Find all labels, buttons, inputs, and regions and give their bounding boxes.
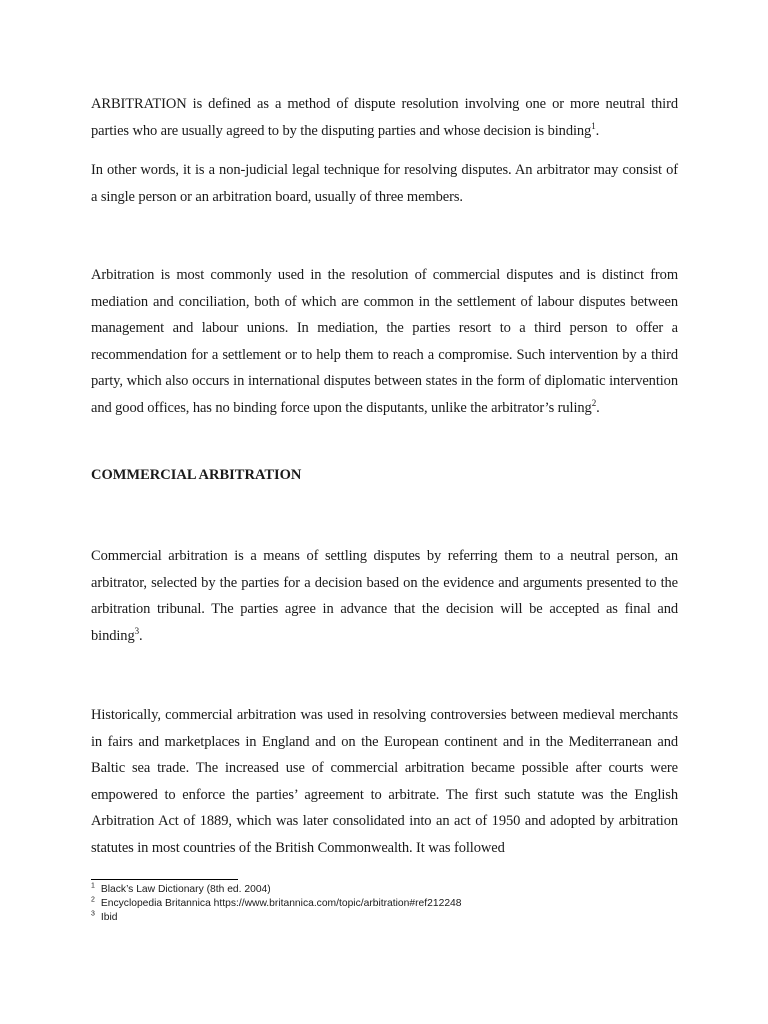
footnote-2-link[interactable]: Encyclopedia Britannica https://www.britannica.com/topic/arbitration#ref212248 [100, 898, 462, 909]
footnotes [91, 883, 691, 925]
paragraph-history: Historically, commercial arbitration was used in resolving controversies between medieval merchants in fairs and marketplaces in England and on the European continent and in the Mediterranean and Baltic sea trade. The increased use of commercial arbitration became possible after courts were empowered to enforce the parties’ agreement to arbitrate. The first such statute was the English Arbitration Act of 1889, which was later consolidated into an act of 1950 and adopted by arbitration statutes in most countries of the British Commonwealth. It was followed [91, 707, 678, 856]
paragraph-definition: ARBITRATION is defined as a method of dispute resolution involving one or more neutral third parties who are usually agreed to by the disputing parties and whose decision is binding$^1$. [91, 96, 678, 139]
paragraph-commercial-arbitration: Commercial arbitration is a means of settling disputes by referring them to a neutral person, an arbitrator, selected by the parties for a decision based on the evidence and arguments presented to the arbitration tribunal. The parties agree in advance that the decision will be accepted as final and binding$^3$. [91, 548, 678, 644]
paragraph-arbitration-usage: Arbitration is most commonly used in the resolution of commercial disputes and is distinct from mediation and conciliation, both of which are common in the settlement of labour disputes between management and labour unions. In mediation, the parties resort to a third person to offer a recommendation for a settlement or to help them to reach a compromise. Such intervention by a third party, which also occurs in international disputes between states in the form of diplomatic intervention and good offices, has no binding force upon the disputants, unlike the arbitrator’s ruling$^2$. [91, 267, 678, 416]
footnote-2: $^2$ Encyclopedia Britannica https://www.britannica.com/topic/arbitration#ref212248 [91, 896, 462, 909]
footnote-divider [91, 879, 238, 880]
footnote-ref-2[interactable]: 2 [591, 397, 597, 408]
footnote-ref-3[interactable]: 3 [134, 625, 140, 636]
footnote-1: $^1$ Black’s Law Dictionary (8th ed. 2004) [91, 882, 271, 895]
footnote-ref-1[interactable]: 1 [591, 120, 596, 131]
footnote-3: $^3$ Ibid [91, 910, 118, 923]
section-heading: COMMERCIAL ARBITRATION [91, 467, 302, 483]
paragraph-other-words: In other words, it is a non-judicial legal technique for resolving disputes. An arbitrator may consist of a single person or an arbitration board, usually of three members. [91, 162, 678, 205]
